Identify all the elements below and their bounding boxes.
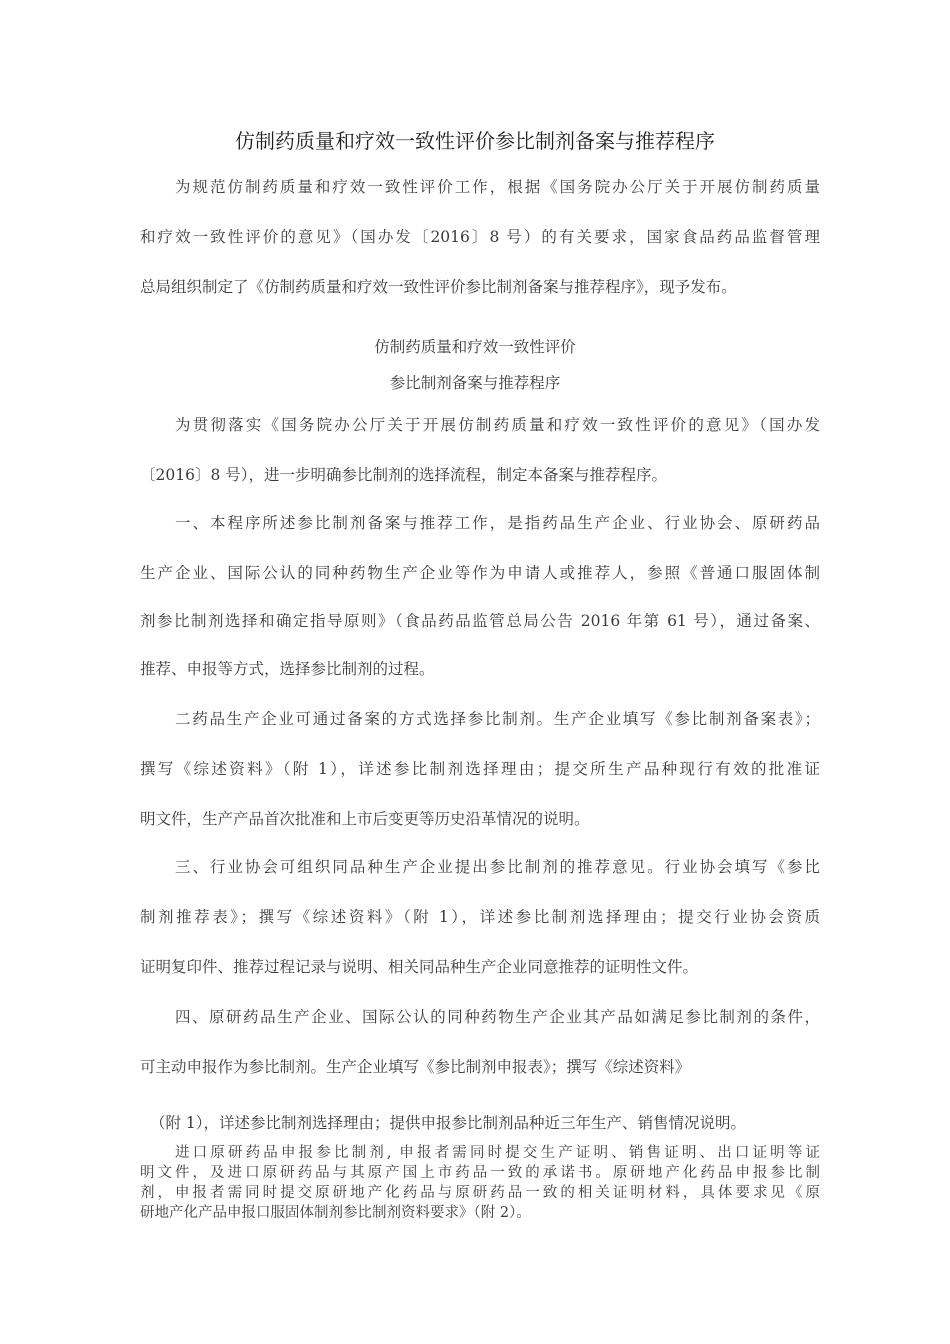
paragraph-line: 推荐、申报等方式，选择参比制剂的过程。 xyxy=(140,660,435,678)
paragraph-line: 明文件，生产产品首次批准和上市后变更等历史沿革情况的说明。 xyxy=(140,810,590,828)
subtitle-line: 参比制剂备案与推荐程序 xyxy=(389,374,561,392)
paragraph-line: 和疗效一致性评价的意见》（国办发〔2016〕8 号）的有关要求，国家食品药品监督管理 xyxy=(140,228,820,246)
paragraph-line: 可主动申报作为参比制剂。生产企业填写《参比制剂申报表》；撰写《综述资料》 xyxy=(140,1058,691,1076)
paragraph-line: 进口原研药品申报参比制剂, 申报者需同时提交生产证明、销售证明、出口证明等证 xyxy=(175,1145,820,1161)
paragraph-line: 二药品生产企业可通过备案的方式选择参比制剂。生产企业填写《参比制剂备案表》； xyxy=(175,710,820,728)
paragraph-line: 为规范仿制药质量和疗效一致性评价工作，根据《国务院办公厅关于开展仿制药质量 xyxy=(175,178,820,196)
document-title: 仿制药质量和疗效一致性评价参比制剂备案与推荐程序 xyxy=(235,129,715,153)
paragraph-line: 四、原研药品生产企业、国际公认的同种药物生产企业其产品如满足参比制剂的条件， xyxy=(175,1008,820,1026)
paragraph-line: （附 1），详述参比制剂选择理由；提供申报参比制剂品种近三年生产、销售情况说明。 xyxy=(150,1114,747,1132)
subtitle-line: 仿制药质量和疗效一致性评价 xyxy=(374,338,576,356)
paragraph-line: 一、本程序所述参比制剂备案与推荐工作，是指药品生产企业、行业协会、原研药品 xyxy=(175,514,820,532)
paragraph-line: 明文件，及进口原研药品与其原产国上市药品一致的承诺书。原研地产化药品申报参比制 xyxy=(140,1165,820,1181)
paragraph-line: 三、行业协会可组织同品种生产企业提出参比制剂的推荐意见。行业协会填写《参比 xyxy=(175,858,820,876)
paragraph-line: 生产企业、国际公认的同种药物生产企业等作为申请人或推荐人，参照《普通口服固体制 xyxy=(140,564,820,582)
paragraph-line: 剂，申报者需同时提交原研地产化药品与原研药品一致的相关证明材料，具体要求见《原 xyxy=(140,1185,820,1201)
paragraph-line: 制剂推荐表》；撰写《综述资料》（附 1），详述参比制剂选择理由；提交行业协会资质 xyxy=(140,908,820,926)
paragraph-line: 研地产化产品申报口服固体制剂参比制剂资料要求》（附 2）。 xyxy=(140,1205,531,1221)
paragraph-line: 为贯彻落实《国务院办公厅关于开展仿制药质量和疗效一致性评价的意见》（国办发 xyxy=(175,416,820,434)
paragraph-line: 剂参比制剂选择和确定指导原则》（食品药品监管总局公告 2016 年第 61 号），通过备案、 xyxy=(140,612,820,630)
paragraph-line: 〔2016〕8 号），进一步明确参比制剂的选择流程，制定本备案与推荐程序。 xyxy=(140,466,667,484)
paragraph-line: 撰写《综述资料》（附 1），详述参比制剂选择理由；提交所生产品种现行有效的批准证 xyxy=(140,760,820,778)
paragraph-line: 总局组织制定了《仿制药质量和疗效一致性评价参比制剂备案与推荐程序》，现予发布。 xyxy=(140,278,737,296)
paragraph-line: 证明复印件、推荐过程记录与说明、相关同品种生产企业同意推荐的证明性文件。 xyxy=(140,958,699,976)
